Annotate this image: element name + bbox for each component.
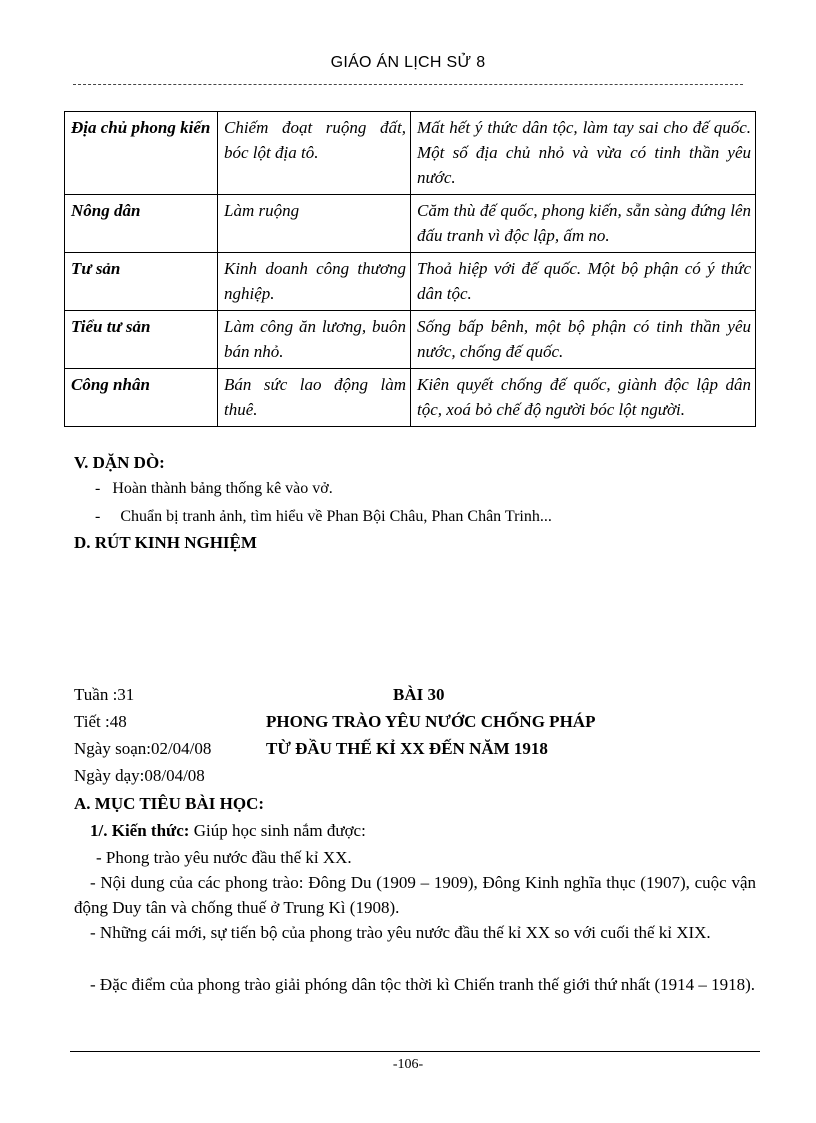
knowledge-label: 1/. Kiến thức:: [90, 821, 190, 840]
page-number: -106-: [392, 1057, 424, 1072]
header-divider: [73, 84, 743, 85]
class-role-cell: Làm công ăn lương, buôn bán nhỏ.: [218, 311, 411, 369]
knowledge-intro: Giúp học sinh nắm được:: [193, 821, 366, 840]
table-row: [65, 253, 756, 311]
class-role-cell: Kinh doanh công thương nghiệp.: [218, 253, 411, 311]
homework-heading: V. DẶN DÒ:: [74, 453, 165, 472]
lesson-number: BÀI 30: [393, 685, 445, 704]
table-row: [65, 311, 756, 369]
lesson-prep-date: Ngày soạn:02/04/08: [74, 739, 212, 758]
experience-heading: D. RÚT KINH NGHIỆM: [74, 533, 257, 552]
class-name-cell: Tư sản: [65, 253, 218, 311]
objective-point: - Phong trào yêu nước đầu thế kỉ XX.: [96, 848, 352, 867]
class-name-cell: Tiểu tư sản: [65, 311, 218, 369]
class-role-cell: Bán sức lao động làm thuê.: [218, 369, 411, 427]
objectives-heading: A. MỤC TIÊU BÀI HỌC:: [74, 794, 265, 813]
table-row: [65, 195, 756, 253]
list-item: - Chuẩn bị tranh ảnh, tìm hiểu về Phan Bội Châu, Phan Chân Trinh...: [95, 508, 552, 525]
footer-divider: [70, 1051, 760, 1052]
objective-point: - Đặc điểm của phong trào giải phóng dân tộc thời kì Chiến tranh thế giới thứ nhất (1914 – 1918).: [90, 975, 756, 994]
table-row: [65, 369, 756, 427]
class-name-cell: Nông dân: [65, 195, 218, 253]
knowledge-line: [90, 819, 366, 843]
objective-point: - Những cái mới, sự tiến bộ của phong trào yêu nước đầu thế kỉ XX so với cuối thế kỉ XIX.: [90, 923, 711, 942]
page-header-title: GIÁO ÁN LỊCH SỬ 8: [330, 54, 486, 71]
class-attitude-cell: Sống bấp bênh, một bộ phận có tinh thần yêu nước, chống đế quốc.: [411, 311, 756, 369]
class-attitude-cell: Thoả hiệp với đế quốc. Một bộ phận có ý thức dân tộc.: [411, 253, 756, 311]
class-role-cell: Làm ruộng: [218, 195, 411, 253]
social-classes-table: [64, 111, 756, 427]
class-name-cell: Địa chủ phong kiến: [65, 112, 218, 195]
homework-item-text: Hoàn thành bảng thống kê vào vở.: [112, 480, 333, 497]
class-attitude-cell: Mất hết ý thức dân tộc, làm tay sai cho đế quốc. Một số địa chủ nhỏ và vừa có tinh thần yêu nước.: [411, 112, 756, 195]
class-attitude-cell: Căm thù đế quốc, phong kiến, sẵn sàng đứng lên đấu tranh vì độc lập, ấm no.: [411, 195, 756, 253]
table-row: [65, 112, 756, 195]
lesson-title-line2: TỪ ĐẦU THẾ KỈ XX ĐẾN NĂM 1918: [266, 739, 548, 758]
class-name-cell: Công nhân: [65, 369, 218, 427]
lesson-week: Tuần :31: [74, 685, 135, 704]
lesson-title-line1: PHONG TRÀO YÊU NƯỚC CHỐNG PHÁP: [266, 712, 596, 731]
lesson-teach-date: Ngày dạy:08/04/08: [74, 766, 205, 785]
class-role-cell: Chiếm đoạt ruộng đất, bóc lột địa tô.: [218, 112, 411, 195]
class-attitude-cell: Kiên quyết chống đế quốc, giành độc lập dân tộc, xoá bỏ chế độ người bóc lột người.: [411, 369, 756, 427]
homework-item-text: Chuẩn bị tranh ảnh, tìm hiểu về Phan Bội Châu, Phan Chân Trinh...: [120, 508, 552, 525]
list-item: - Hoàn thành bảng thống kê vào vở.: [95, 480, 333, 497]
objective-point: - Nội dung của các phong trào: Đông Du (1909 – 1909), Đông Kinh nghĩa thục (1907), cuộc vận động Duy tân và chống thuế ở Trung Kì (1908).: [74, 873, 756, 917]
lesson-period: Tiết :48: [74, 712, 127, 731]
